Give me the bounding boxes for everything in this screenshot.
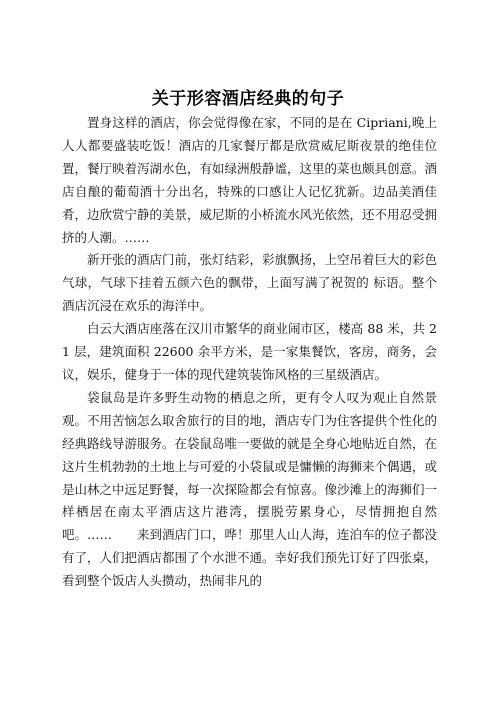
paragraph-baiyun-hotel: 白云大酒店座落在汉川市繁华的商业闹市区，楼高 88 米，共 21 层，建筑面积 22600 余平方米，是一家集餐饮，客房，商务，会议，娱乐，健身于一体的现代建筑装饰风格的三星级酒店。 — [62, 321, 437, 382]
paragraph-cipriani: 置身这样的酒店，你会觉得像在家，不同的是在 Cipriani,晚上人人都要盛装吃饭！酒店的几家餐厅都是欣赏威尼斯夜景的绝佳位置，餐厅映着泻湖水色，有如绿洲般静谧，这里的菜也颇具创意。酒店自酿的葡萄酒十分出名，特殊的口感让人记忆犹新。边品美酒佳肴，边欣赏宁静的美景，威尼斯的小桥流水风光依然，还不用忍受拥挤的人潮。…… — [62, 115, 438, 245]
document-body — [62, 112, 437, 593]
paragraph-opening: 新开张的酒店门前，张灯结彩，彩旗飘扬，上空吊着巨大的彩色气球，气球下挂着五颜六色的飘带，上面写满了祝贺的 标语。整个酒店沉浸在欢乐的海洋中。 — [62, 252, 438, 314]
paragraph-kangaroo-island: 袋鼠岛是许多野生动物的栖息之所，更有令人叹为观止自然景观。不用苦恼怎么取舍旅行的目的地，酒店专门为住客提供个性化的经典路线导游服务。在袋鼠岛唯一要做的就是全身心地贴近自然，在这片生机勃勃的土地上与可爱的小袋鼠或是慵懒的海狮来个偶遇，或是山林之中远足野餐，每一次探险都会有惊喜。像沙滩上的海狮们一样栖居在南太平酒店这片港湾，摆脱劳累身心，尽情拥抱自然吧。…… 来到酒店门口，哗！那里人山人海，连泊车的位子都没有了，人们把酒店都围了个水泄不通。幸好我们预先订好了四张桌，看到整个饭店人头攒动，热闹非凡的 — [62, 389, 438, 589]
document-title: 关于形容酒店经典的句子 — [151, 89, 345, 110]
